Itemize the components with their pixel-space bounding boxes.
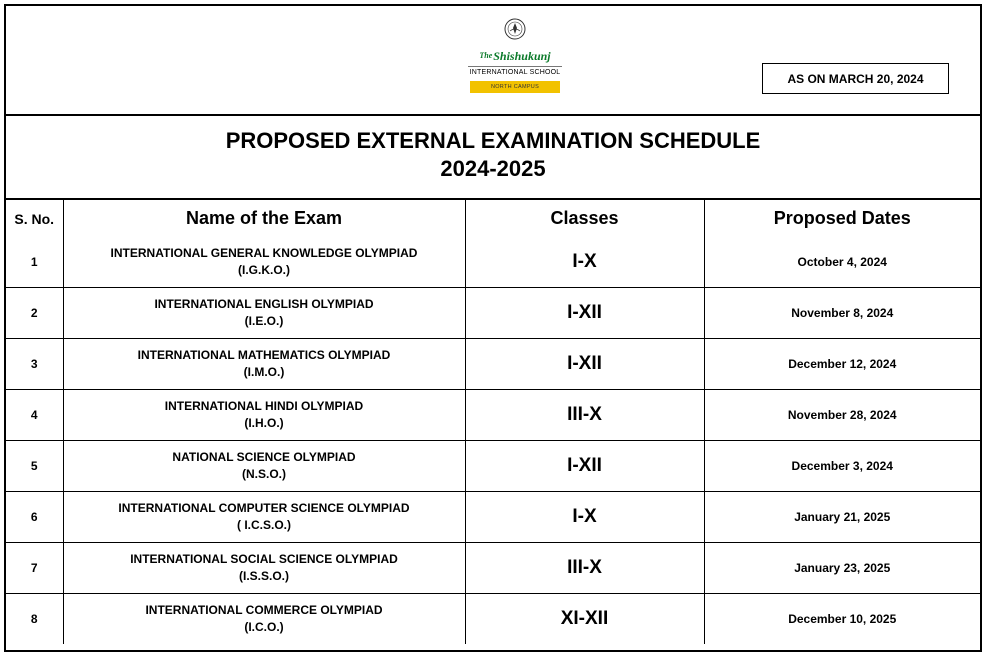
header-proposed-dates: Proposed Dates (704, 200, 980, 237)
exam-abbr: (I.E.O.) (244, 314, 284, 328)
cell-date: December 10, 2025 (704, 594, 980, 645)
exam-abbr: (I.S.S.O.) (238, 569, 289, 583)
exam-name: INTERNATIONAL SOCIAL SCIENCE OLYMPIAD (130, 552, 398, 566)
cell-sno: 8 (6, 594, 63, 645)
cell-classes: I-X (465, 237, 704, 288)
header-exam-name: Name of the Exam (63, 200, 465, 237)
exam-schedule-table (6, 200, 980, 644)
title-block (6, 114, 980, 200)
cell-date: January 23, 2025 (704, 543, 980, 594)
cell-exam (63, 441, 465, 492)
cell-date: December 3, 2024 (704, 441, 980, 492)
cell-exam (63, 594, 465, 645)
cell-exam (63, 237, 465, 288)
cell-date: November 8, 2024 (704, 288, 980, 339)
exam-abbr: (I.C.O.) (244, 620, 284, 634)
table-header-row (6, 200, 980, 237)
page-subtitle-year: 2024-2025 (440, 156, 546, 181)
header-sno: S. No. (6, 200, 63, 237)
page-title: PROPOSED EXTERNAL EXAMINATION SCHEDULE (225, 128, 761, 153)
school-logo (468, 18, 562, 104)
table-row (6, 237, 980, 288)
exam-name: INTERNATIONAL GENERAL KNOWLEDGE OLYMPIAD (110, 246, 418, 260)
cell-sno: 3 (6, 339, 63, 390)
exam-name: INTERNATIONAL ENGLISH OLYMPIAD (154, 297, 374, 311)
schedule-sheet (4, 4, 982, 652)
cell-exam (63, 288, 465, 339)
school-line: INTERNATIONAL SCHOOL (468, 66, 562, 77)
exam-abbr: (N.S.O.) (242, 467, 286, 481)
cell-sno: 6 (6, 492, 63, 543)
cell-sno: 7 (6, 543, 63, 594)
exam-abbr: (I.M.O.) (243, 365, 285, 379)
cell-date: November 28, 2024 (704, 390, 980, 441)
cell-classes: XI-XII (465, 594, 704, 645)
cell-sno: 4 (6, 390, 63, 441)
cell-classes: III-X (465, 543, 704, 594)
table-row (6, 492, 980, 543)
cell-classes: I-X (465, 492, 704, 543)
brand-prefix: The (479, 51, 493, 60)
cell-exam (63, 390, 465, 441)
cell-date: October 4, 2024 (704, 237, 980, 288)
exam-abbr: (I.H.O.) (244, 416, 284, 430)
table-row (6, 288, 980, 339)
school-seal-icon (504, 18, 526, 40)
cell-exam (63, 543, 465, 594)
exam-name: INTERNATIONAL COMMERCE OLYMPIAD (145, 603, 383, 617)
table-row (6, 594, 980, 645)
exam-name: INTERNATIONAL MATHEMATICS OLYMPIAD (137, 348, 391, 362)
cell-date: December 12, 2024 (704, 339, 980, 390)
header-classes: Classes (465, 200, 704, 237)
cell-classes: III-X (465, 390, 704, 441)
exam-abbr: (I.G.K.O.) (238, 263, 290, 277)
exam-name: INTERNATIONAL COMPUTER SCIENCE OLYMPIAD (118, 501, 410, 515)
cell-classes: I-XII (465, 288, 704, 339)
table-row (6, 390, 980, 441)
cell-exam (63, 339, 465, 390)
cell-classes: I-XII (465, 441, 704, 492)
header (6, 6, 980, 116)
table-row (6, 441, 980, 492)
brand-wordmark: Shishukunj (493, 49, 551, 63)
cell-classes: I-XII (465, 339, 704, 390)
cell-sno: 1 (6, 237, 63, 288)
exam-name: NATIONAL SCIENCE OLYMPIAD (172, 450, 356, 464)
cell-sno: 5 (6, 441, 63, 492)
table-row (6, 543, 980, 594)
cell-date: January 21, 2025 (704, 492, 980, 543)
brand-name (468, 49, 562, 63)
cell-sno: 2 (6, 288, 63, 339)
table-row (6, 339, 980, 390)
campus-band: NORTH CAMPUS (470, 81, 560, 93)
exam-name: INTERNATIONAL HINDI OLYMPIAD (164, 399, 364, 413)
as-on-date-box: AS ON MARCH 20, 2024 (762, 63, 949, 94)
cell-exam (63, 492, 465, 543)
exam-abbr: ( I.C.S.O.) (237, 518, 291, 532)
